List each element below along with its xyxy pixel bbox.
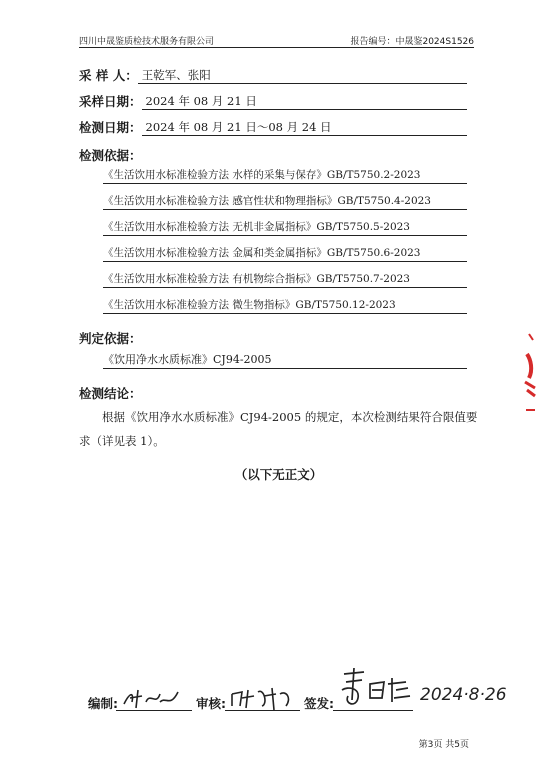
page-number: 第3页 共5页	[418, 740, 469, 750]
reviewer-signature	[228, 684, 298, 712]
company-name: 四川中晟鉴质检技术服务有限公司	[79, 37, 215, 47]
basis-item: 《生活饮用水标准检验方法 有机物综合指标》GB/T5750.7-2023	[103, 272, 467, 288]
sampling-date-value: 2024 年 08 月 21 日	[145, 94, 257, 108]
handwritten-date-text: 2024·8·26	[420, 685, 507, 705]
handwritten-date	[418, 678, 507, 708]
end-of-text-note: （以下无正文）	[234, 467, 323, 482]
header-divider	[79, 47, 474, 48]
signature-row	[88, 685, 507, 712]
compiler-label: 编制:	[88, 696, 118, 711]
judgement-title: 判定依据：	[79, 331, 142, 346]
sampler-row	[79, 66, 467, 84]
report-number: 报告编号：中晟鉴2024S1526	[350, 37, 474, 47]
basis-item: 《生活饮用水标准检验方法 无机非金属指标》GB/T5750.5-2023	[103, 220, 467, 236]
judgement-standard: 《饮用净水水质标准》CJ94-2005	[103, 353, 467, 369]
test-date-label: 检测日期：	[79, 120, 142, 135]
conclusion-title: 检测结论：	[79, 386, 142, 401]
issuer-signature	[336, 664, 416, 712]
basis-item: 《生活饮用水标准检验方法 微生物指标》GB/T5750.12-2023	[103, 298, 467, 314]
test-date-row	[79, 118, 467, 136]
basis-title: 检测依据：	[79, 148, 142, 163]
sampler-value: 王乾军、张阳	[141, 68, 211, 82]
conclusion-text: 根据《饮用净水水质标准》CJ94-2005 的规定，本次检测结果符合限值要求（详见表 1）。	[79, 410, 478, 448]
test-date-value: 2024 年 08 月 21 日～08 月 24 日	[145, 120, 332, 134]
sampling-date-label: 采样日期：	[79, 94, 142, 109]
issuer-label: 签发:	[304, 696, 334, 711]
basis-item: 《生活饮用水标准检验方法 金属和类金属指标》GB/T5750.6-2023	[103, 246, 467, 262]
sampler-label: 采 样 人：	[79, 68, 138, 83]
reviewer-label: 审核:	[196, 696, 226, 711]
basis-item: 《生活饮用水标准检验方法 感官性状和物理指标》GB/T5750.4-2023	[103, 194, 467, 210]
seal-edge-stamp	[523, 330, 537, 415]
sampling-date-row	[79, 92, 467, 110]
compiler-signature	[120, 686, 184, 712]
basis-item: 《生活饮用水标准检验方法 水样的采集与保存》GB/T5750.2-2023	[103, 168, 467, 184]
